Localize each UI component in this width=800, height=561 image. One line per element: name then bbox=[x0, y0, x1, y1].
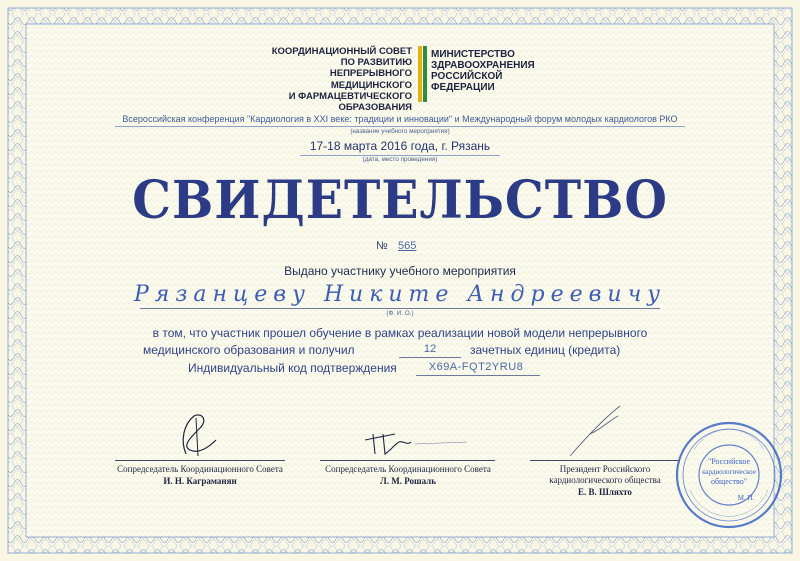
signature-3-scribble bbox=[560, 400, 640, 460]
ministry-line: РОССИЙСКОЙ bbox=[431, 71, 503, 82]
date-note: (дата, место проведения) bbox=[362, 156, 438, 163]
council-line: МЕДИЦИНСКОГО bbox=[330, 79, 412, 91]
official-stamp bbox=[674, 420, 784, 530]
ministry-name bbox=[431, 49, 541, 93]
fio-note: (Ф. И. О.) bbox=[386, 310, 414, 317]
signature-2-name: Л. М. Рошаль bbox=[380, 476, 436, 486]
signature-1-role: Сопредседатель Координационного Совета bbox=[117, 464, 283, 474]
signature-2-role: Сопредседатель Координационного Совета bbox=[325, 464, 491, 474]
signature-1-line bbox=[115, 460, 285, 461]
ministry-line: ФЕДЕРАЦИИ bbox=[431, 82, 495, 93]
stamp-mp: М. П. bbox=[737, 494, 755, 502]
signature-2-line bbox=[320, 460, 495, 461]
signature-1-scribble bbox=[168, 410, 228, 462]
signature-2-scribble bbox=[355, 420, 475, 460]
event-name-note: (название учебного мероприятия) bbox=[350, 128, 450, 135]
council-name bbox=[270, 46, 412, 113]
certificate-text-line2: медицинского образования и получил bbox=[143, 343, 355, 357]
code-underline bbox=[416, 375, 540, 376]
credits-value: 12 bbox=[423, 343, 437, 355]
council-line: ПО РАЗВИТИЮ НЕПРЕРЫВНОГО bbox=[329, 57, 412, 80]
certificate-title: СВИДЕТЕЛЬСТВО bbox=[132, 170, 668, 231]
certificate-text-line1: в том, что участник прошел обучение в рамках реализации новой модели непрерывного bbox=[152, 326, 648, 340]
participant-name: Рязанцеву Никите Андреевичу bbox=[133, 282, 667, 307]
council-line: КООРДИНАЦИОННЫЙ СОВЕТ bbox=[271, 46, 412, 57]
ministry-logo-bar-yellow bbox=[418, 46, 422, 102]
credits-underline bbox=[399, 357, 461, 358]
code-label: Индивидуальный код подтверждения bbox=[188, 361, 397, 375]
stamp-line-3: общество" bbox=[710, 477, 748, 486]
event-date-place: 17-18 марта 2016 года, г. Рязань bbox=[309, 139, 491, 153]
ministry-line: ЗДРАВООХРАНЕНИЯ bbox=[431, 60, 535, 71]
signature-1-name: И. Н. Каграманян bbox=[163, 476, 237, 486]
event-name: Всероссийская конференция "Кардиология в XXI веке: традиции и инновации" и Международный форум молодых кардиологов РКО bbox=[122, 114, 678, 124]
confirmation-code: X69A-FQT2YRU8 bbox=[428, 361, 524, 373]
signature-3-name: Е. В. Шляхто bbox=[578, 487, 632, 497]
signature-3-line bbox=[530, 460, 680, 461]
signature-3-role-line1: Президент Российского bbox=[559, 464, 651, 474]
ministry-line: МИНИСТЕРСТВО bbox=[431, 49, 515, 60]
event-name-underline bbox=[115, 126, 685, 127]
council-line: ОБРАЗОВАНИЯ bbox=[338, 102, 412, 114]
certificate-number: 565 bbox=[398, 240, 417, 252]
name-underline bbox=[140, 308, 660, 309]
stamp-line-1: "Российское bbox=[707, 457, 751, 466]
signature-3-role-line2: кардиологического общества bbox=[549, 475, 661, 485]
number-label: № bbox=[376, 240, 388, 252]
credits-text: зачетных единиц (кредита) bbox=[470, 343, 621, 357]
ministry-logo-bar-green bbox=[423, 46, 427, 102]
stamp-line-2: кардиологическое bbox=[702, 468, 756, 476]
issued-to-label: Выдано участнику учебного мероприятия bbox=[284, 264, 516, 278]
council-line: И ФАРМАЦЕВТИЧЕСКОГО bbox=[288, 90, 412, 102]
